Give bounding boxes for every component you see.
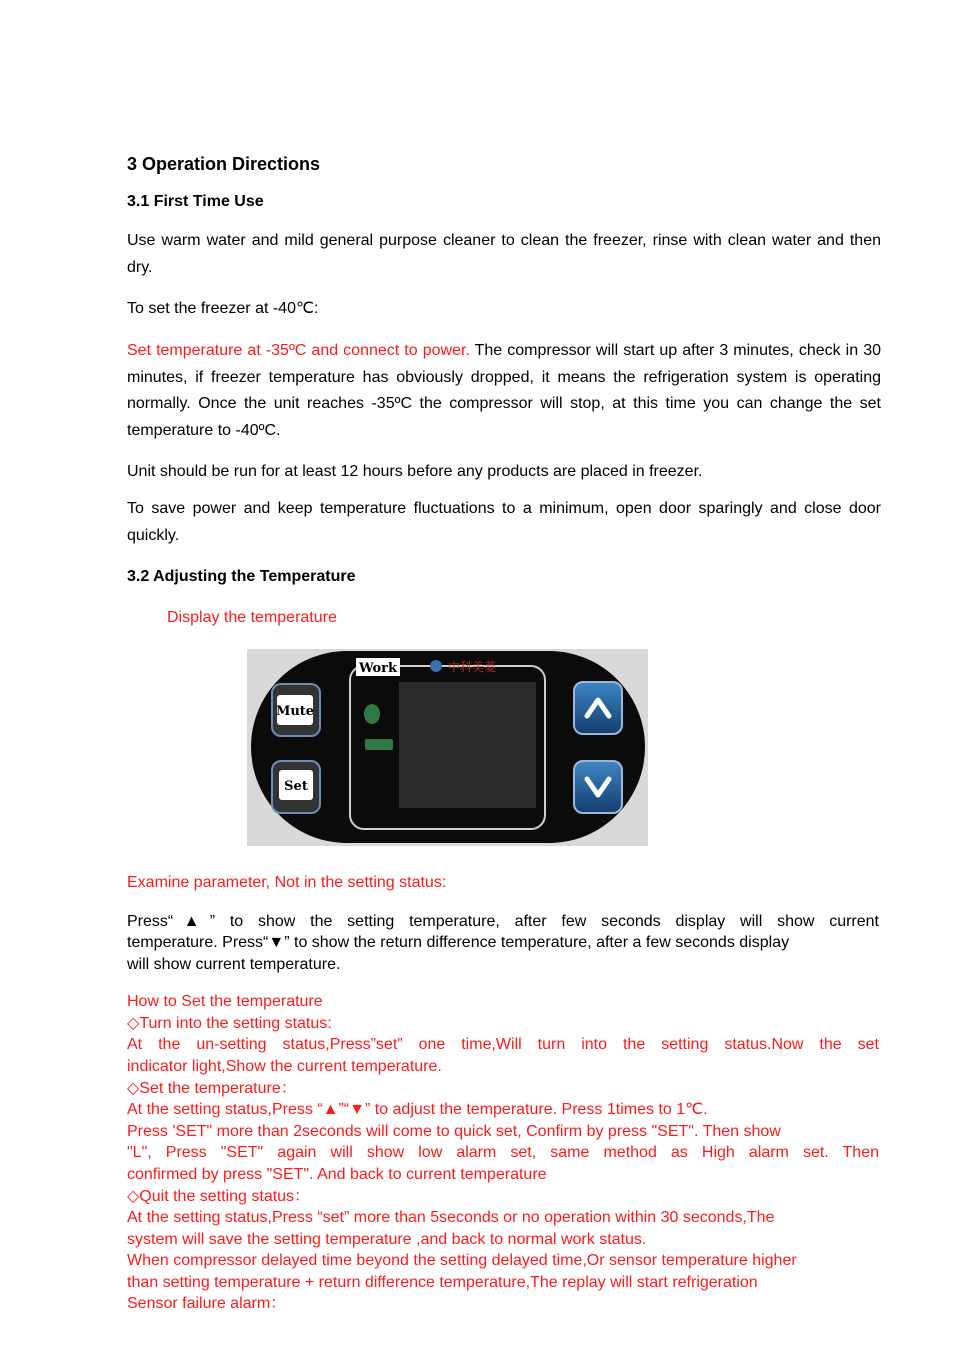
control-panel-image — [247, 649, 648, 846]
paragraph-startup — [127, 338, 881, 444]
howto-line: confirmed by press "SET". And back to current temperature — [127, 1166, 547, 1183]
howto-line: ◇Quit the setting status： — [127, 1188, 311, 1205]
indicator-light-icon — [364, 704, 380, 724]
howto-line: ◇Turn into the setting status: — [127, 1015, 332, 1032]
mute-button-label: Mute — [275, 704, 315, 719]
paragraph-run-hours: Unit should be run for at least 12 hours before any products are placed in freezer. — [127, 463, 703, 480]
down-button[interactable] — [574, 761, 622, 813]
howto-line: "L", Press "SET" again will show low alarm set, same method as High alarm set. Then — [127, 1144, 879, 1161]
paragraph-set-freezer: To set the freezer at -40℃: — [127, 300, 319, 317]
up-button[interactable] — [574, 682, 622, 734]
examine-line-2: temperature. Press“▼” to show the return difference temperature, after a few seconds display — [127, 934, 790, 951]
display-screen — [399, 682, 536, 808]
howto-line: system will save the setting temperature ,and back to normal work status. — [127, 1231, 647, 1248]
howto-line: When compressor delayed time beyond the setting delayed time,Or sensor temperature higher — [127, 1252, 797, 1269]
howto-line: indicator light,Show the current temperature. — [127, 1058, 442, 1075]
control-panel-drawing — [247, 649, 648, 846]
startup-instruction-highlight: Set temperature at -35ºC and connect to power. — [127, 342, 475, 359]
startup-instruction-text: The compressor will start up after 3 minutes, check in 30 minutes, if freezer temperature has obviously dropped, it means the refrigeration system is operating normally. Once the unit reaches -35ºC the compressor will stop, at this time you can change the set temperature to -40ºC. — [127, 342, 882, 439]
subsection-title-first-use: 3.1 First Time Use — [127, 193, 264, 210]
section-title: 3 Operation Directions — [127, 154, 321, 174]
howto-line: At the un-setting status,Press”set” one time,Will turn into the setting status.Now the set — [127, 1036, 879, 1053]
paragraph-cleaning: Use warm water and mild general purpose cleaner to clean the freezer, rinse with clean water and then dry. — [127, 232, 881, 276]
howto-line: At the setting status,Press “set” more than 5seconds or no operation within 30 seconds,The — [127, 1209, 775, 1226]
howto-line: At the setting status,Press “▲”“▼” to adjust the temperature. Press 1times to 1℃. — [127, 1101, 708, 1118]
howto-line: ◇Set the temperature： — [127, 1080, 297, 1097]
set-button-label: Set — [284, 779, 308, 794]
brand-logo-icon — [430, 660, 442, 672]
mute-button[interactable] — [272, 684, 320, 736]
examine-title: Examine parameter, Not in the setting status: — [127, 874, 447, 891]
display-temperature-label: Display the temperature — [167, 609, 337, 626]
howto-line: Sensor failure alarm： — [127, 1295, 287, 1312]
subsection-title-adjusting: 3.2 Adjusting the Temperature — [127, 568, 356, 585]
paragraph-save-power: To save power and keep temperature fluctuations to a minimum, open door sparingly and close door quickly. — [127, 500, 881, 544]
examine-line-1: Press“▲” to show the setting temperature, after few seconds display will show current — [127, 913, 879, 930]
howto-line: How to Set the temperature — [127, 993, 323, 1010]
set-button[interactable] — [272, 761, 320, 813]
indicator-bar-icon — [365, 739, 393, 750]
examine-line-3: will show current temperature. — [127, 956, 341, 973]
howto-line: Press 'SET" more than 2seconds will come to quick set, Confirm by press "SET". Then show — [127, 1123, 781, 1140]
work-label: Work — [358, 661, 398, 676]
howto-line: than setting temperature + return difference temperature,The replay will start refrigeration — [127, 1274, 758, 1291]
brand-label: 中科美菱 — [448, 660, 497, 674]
